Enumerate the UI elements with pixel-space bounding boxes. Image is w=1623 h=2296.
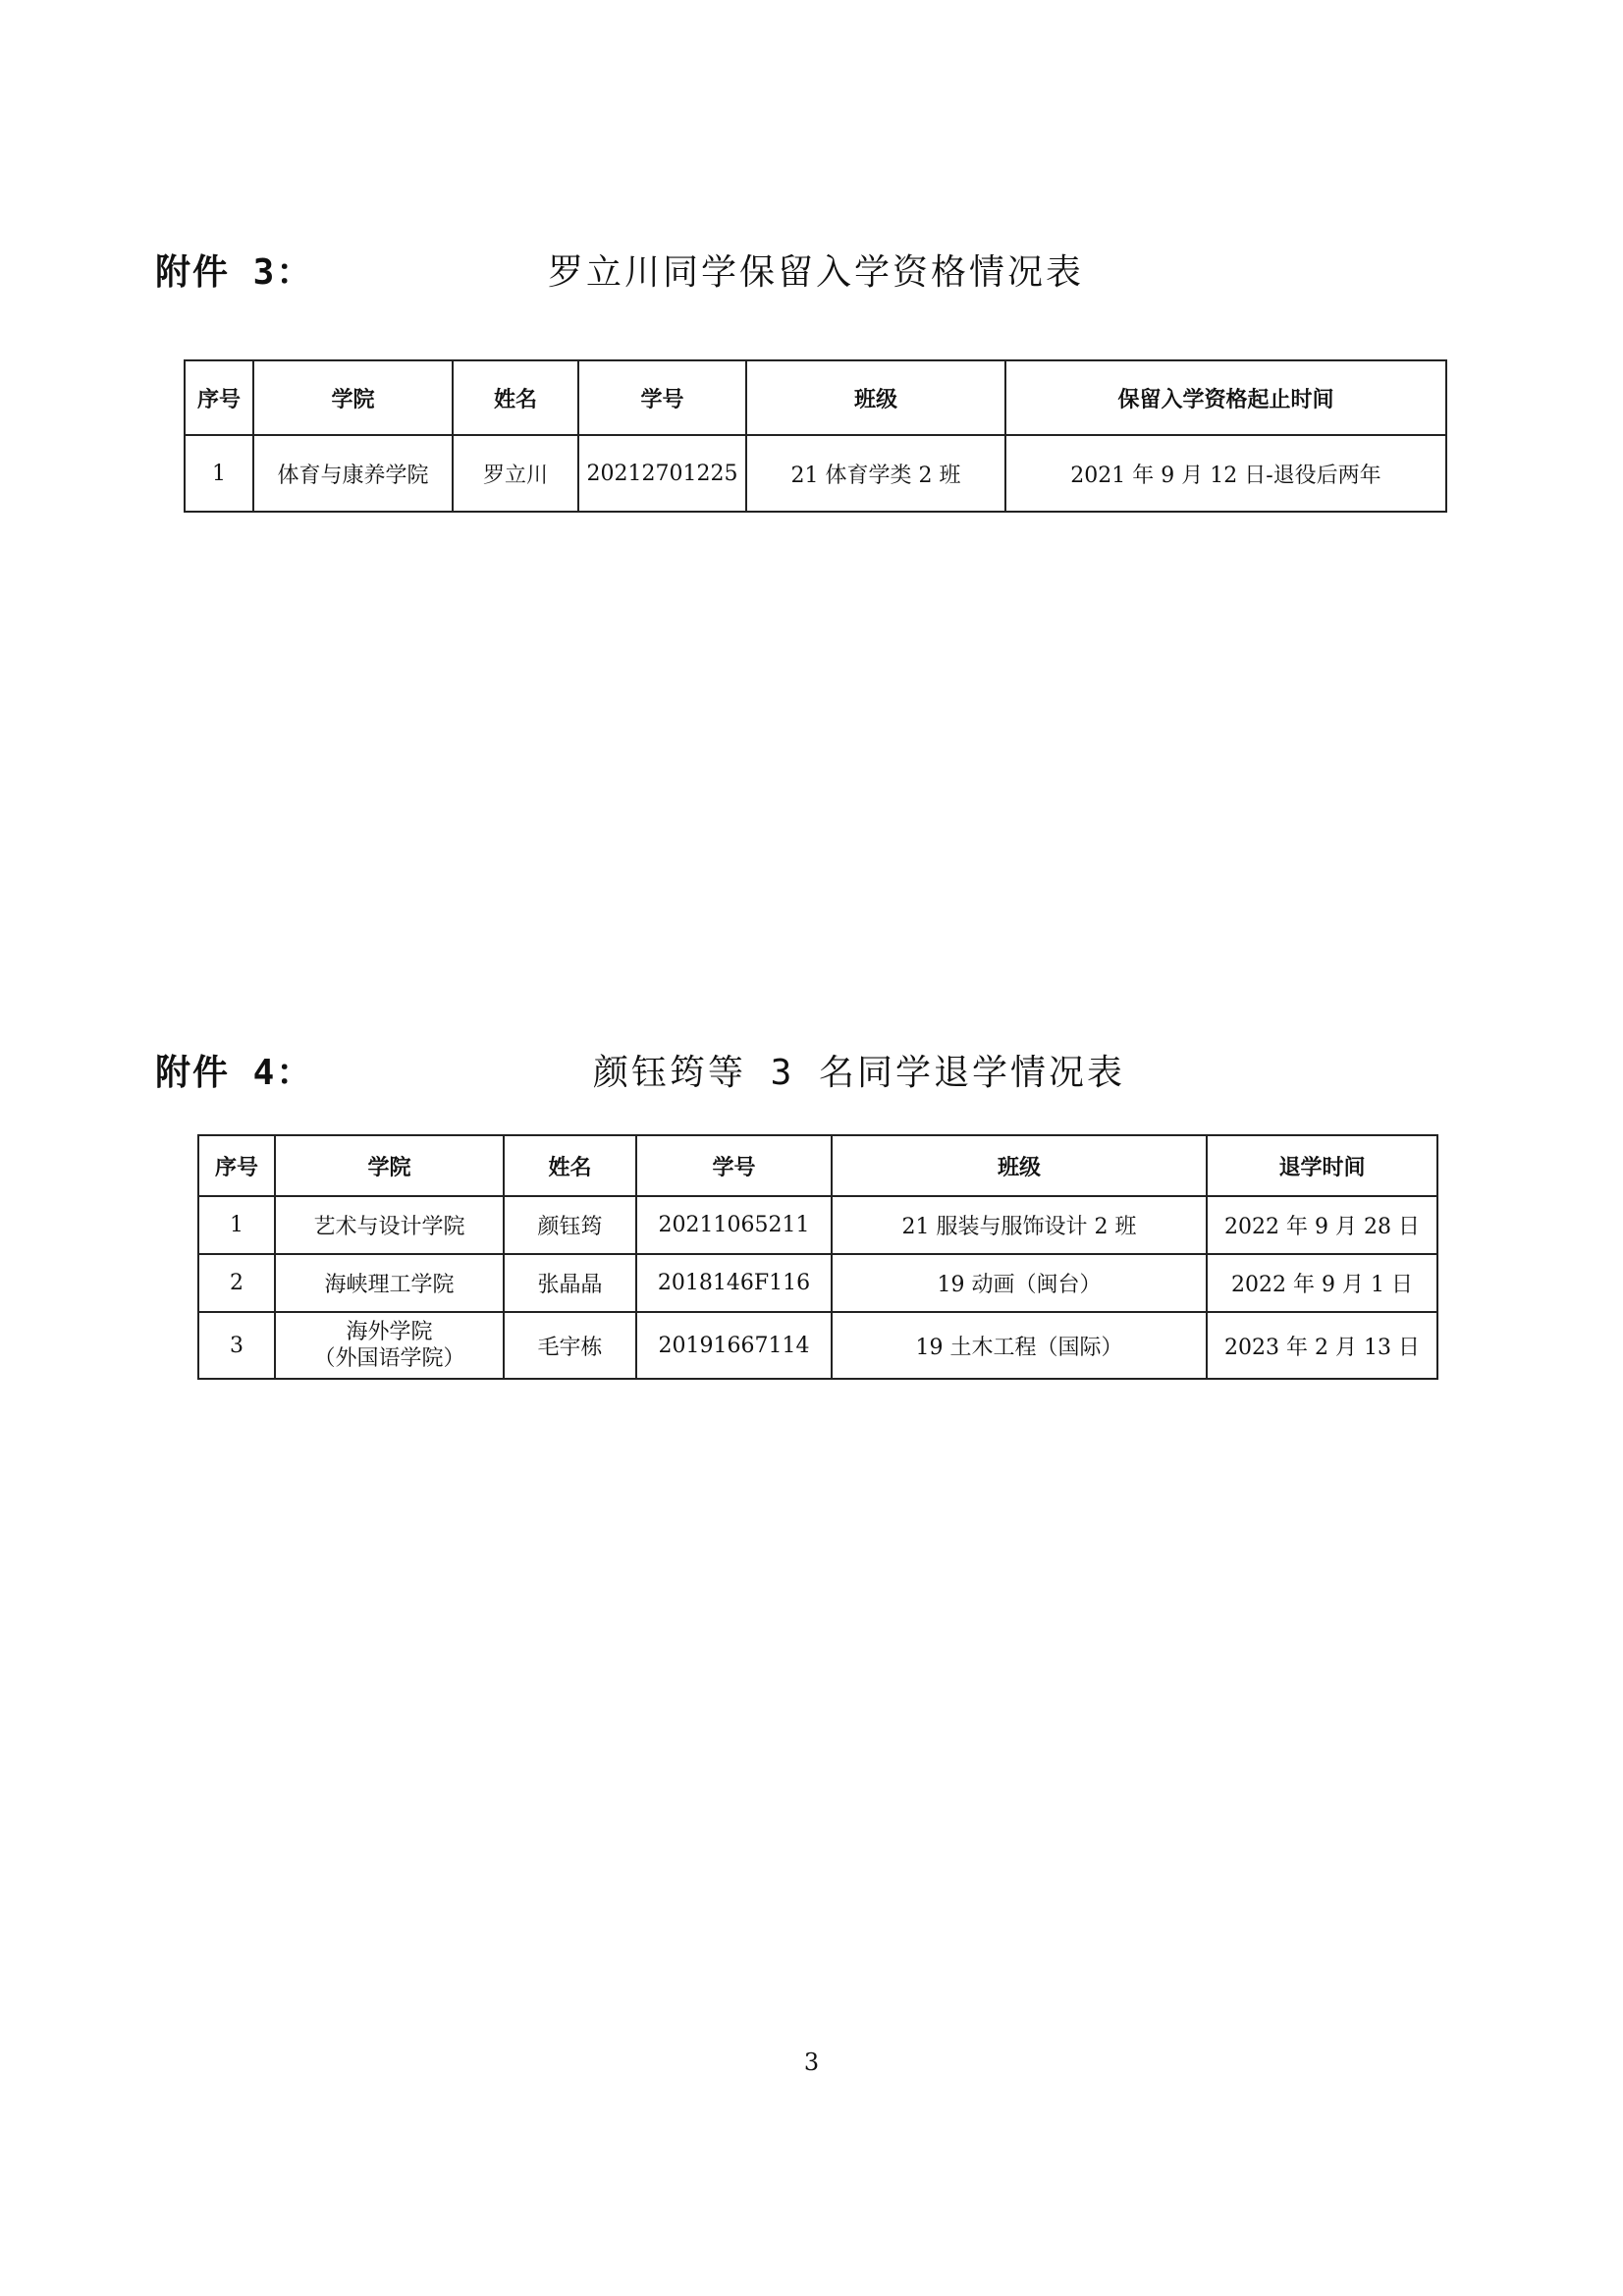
header-cell-college: 学院: [253, 360, 453, 435]
header-cell-index: 序号: [185, 360, 253, 435]
table-row: [198, 1312, 1437, 1379]
header-cell-college: 学院: [275, 1135, 504, 1196]
cell-college: 艺术与设计学院: [275, 1196, 504, 1254]
table-row: [185, 435, 1446, 512]
cell-student-id: 2018146F116: [636, 1254, 832, 1312]
header-cell-index: 序号: [198, 1135, 275, 1196]
cell-college: 海峡理工学院: [275, 1254, 504, 1312]
cell-period: 2021 年 9 月 12 日-退役后两年: [1005, 435, 1446, 512]
attachment-3-label: 附件 3：: [155, 252, 314, 293]
cell-class: 19 动画（闽台）: [832, 1254, 1207, 1312]
header-cell-class: 班级: [832, 1135, 1207, 1196]
retention-table: [184, 359, 1447, 513]
header-cell-withdrawal-date: 退学时间: [1207, 1135, 1437, 1196]
cell-index: 3: [198, 1312, 275, 1379]
cell-name: 张晶晶: [504, 1254, 636, 1312]
cell-class: 19 土木工程（国际）: [832, 1312, 1207, 1379]
table-row: [198, 1196, 1437, 1254]
cell-college: 体育与康养学院: [253, 435, 453, 512]
cell-class: 21 体育学类 2 班: [746, 435, 1005, 512]
attachment-3-title: 罗立川同学保留入学资格情况表: [548, 252, 1085, 293]
cell-withdrawal-date: 2023 年 2 月 13 日: [1207, 1312, 1437, 1379]
table-row: [198, 1254, 1437, 1312]
attachment-3-heading: [0, 244, 1623, 302]
cell-index: 1: [185, 435, 253, 512]
cell-withdrawal-date: 2022 年 9 月 1 日: [1207, 1254, 1437, 1312]
header-cell-class: 班级: [746, 360, 1005, 435]
withdrawal-table: [197, 1134, 1438, 1380]
cell-student-id: 20191667114: [636, 1312, 832, 1379]
cell-name: 颜钰筠: [504, 1196, 636, 1254]
attachment-4-title: 颜钰筠等 3 名同学退学情况表: [593, 1053, 1126, 1093]
table-header-row: [198, 1135, 1437, 1196]
cell-index: 1: [198, 1196, 275, 1254]
cell-name: 罗立川: [453, 435, 578, 512]
header-cell-period: 保留入学资格起止时间: [1005, 360, 1446, 435]
header-cell-student-id: 学号: [636, 1135, 832, 1196]
header-cell-name: 姓名: [504, 1135, 636, 1196]
cell-student-id: 20212701225: [578, 435, 746, 512]
cell-withdrawal-date: 2022 年 9 月 28 日: [1207, 1196, 1437, 1254]
attachment-4-heading: [0, 1044, 1623, 1103]
cell-student-id: 20211065211: [636, 1196, 832, 1254]
header-cell-name: 姓名: [453, 360, 578, 435]
attachment-4-label: 附件 4：: [155, 1053, 314, 1093]
page-number: 3: [803, 2049, 820, 2076]
header-cell-student-id: 学号: [578, 360, 746, 435]
cell-college: 海外学院 （外国语学院）: [275, 1312, 504, 1379]
cell-name: 毛宇栋: [504, 1312, 636, 1379]
cell-index: 2: [198, 1254, 275, 1312]
table-header-row: [185, 360, 1446, 435]
cell-class: 21 服装与服饰设计 2 班: [832, 1196, 1207, 1254]
